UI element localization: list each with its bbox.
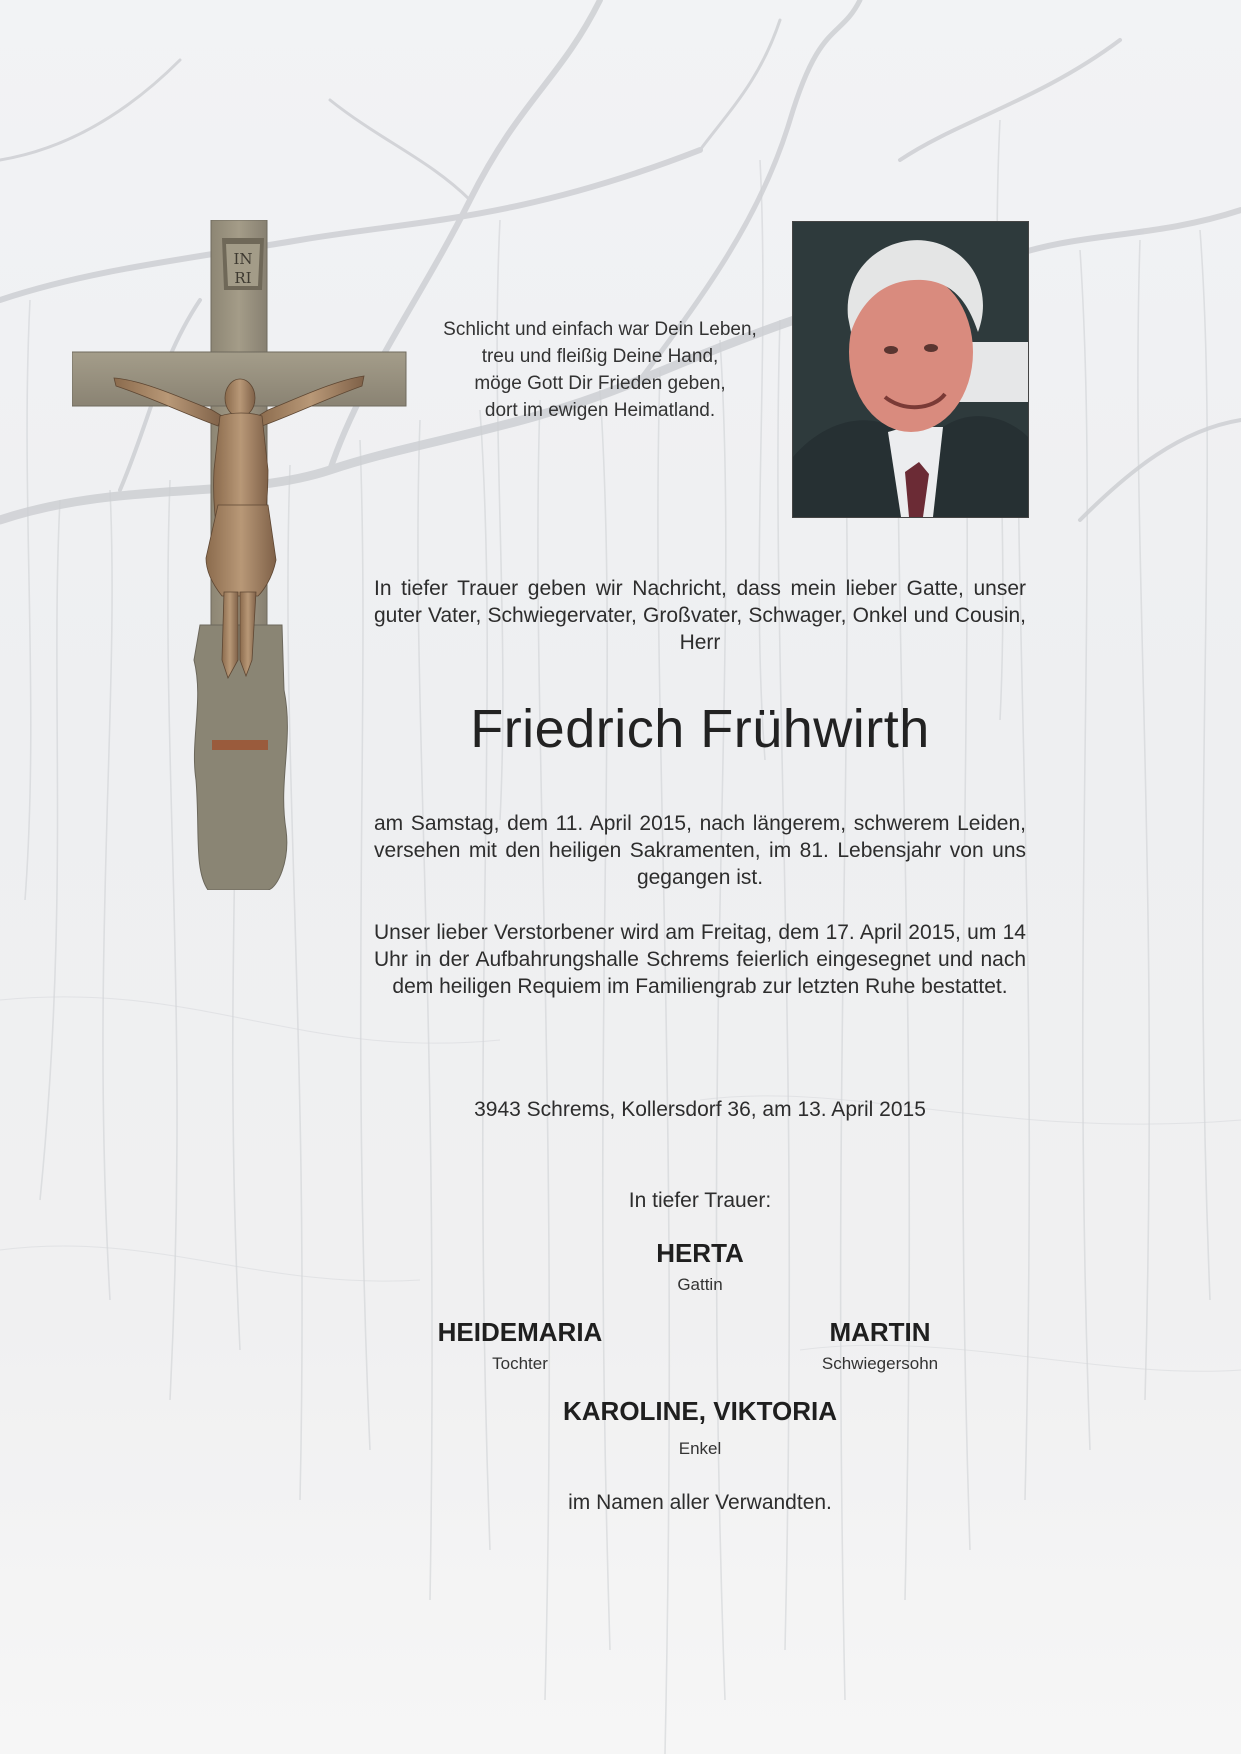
mourner-heidemaria	[400, 1317, 640, 1374]
verse-line: treu und fleißig Deine Hand,	[481, 346, 719, 367]
portrait-photo	[792, 221, 1029, 518]
crucifix-image	[72, 220, 408, 890]
mourner-role: Gattin	[677, 1275, 723, 1294]
mourner-name: HEIDEMARIA	[437, 1317, 603, 1347]
mourner-karoline-viktoria	[500, 1396, 900, 1459]
announcement-text: In tiefer Trauer geben wir Nachricht, dass mein lieber Gatte, unser guter Vater, Schwiegervater, Großvater, Schwager, Onkel und Cousin, Herr	[374, 577, 1026, 654]
mourner-role: Tochter	[492, 1354, 548, 1373]
mourner-name: HERTA	[656, 1238, 744, 1268]
closing-line: im Namen aller Verwandten.	[568, 1491, 832, 1514]
mourner-role: Schwiegersohn	[821, 1354, 939, 1373]
memorial-verse	[400, 316, 800, 424]
mourner-herta	[600, 1238, 800, 1295]
verse-line: Schlicht und einfach war Dein Leben,	[443, 319, 757, 340]
mourner-role: Enkel	[678, 1439, 722, 1458]
mourners-heading: In tiefer Trauer:	[628, 1189, 772, 1212]
death-notice-text: am Samstag, dem 11. April 2015, nach längerem, schwerem Leiden, versehen mit den heiligen Sakramenten, im 81. Lebensjahr von uns gegangen ist.	[374, 812, 1026, 889]
deceased-name: Friedrich Frühwirth	[470, 699, 930, 759]
mourner-name: MARTIN	[829, 1317, 931, 1347]
verse-line: möge Gott Dir Frieden geben,	[474, 373, 726, 394]
inri-line2: RI	[234, 269, 252, 287]
funeral-notice-text: Unser lieber Verstorbener wird am Freitag, dem 17. April 2015, um 14 Uhr in der Aufbahrungshalle Schrems feierlich eingesegnet und nach dem heiligen Requiem im Familiengrab zur letzten Ruhe bestattet.	[374, 921, 1026, 998]
mourner-martin	[780, 1317, 980, 1374]
place-date: 3943 Schrems, Kollersdorf 36, am 13. April 2015	[474, 1098, 926, 1121]
verse-line: dort im ewigen Heimatland.	[484, 400, 716, 421]
mourner-name: KAROLINE, VIKTORIA	[563, 1396, 837, 1426]
inri-line1: IN	[233, 250, 253, 268]
